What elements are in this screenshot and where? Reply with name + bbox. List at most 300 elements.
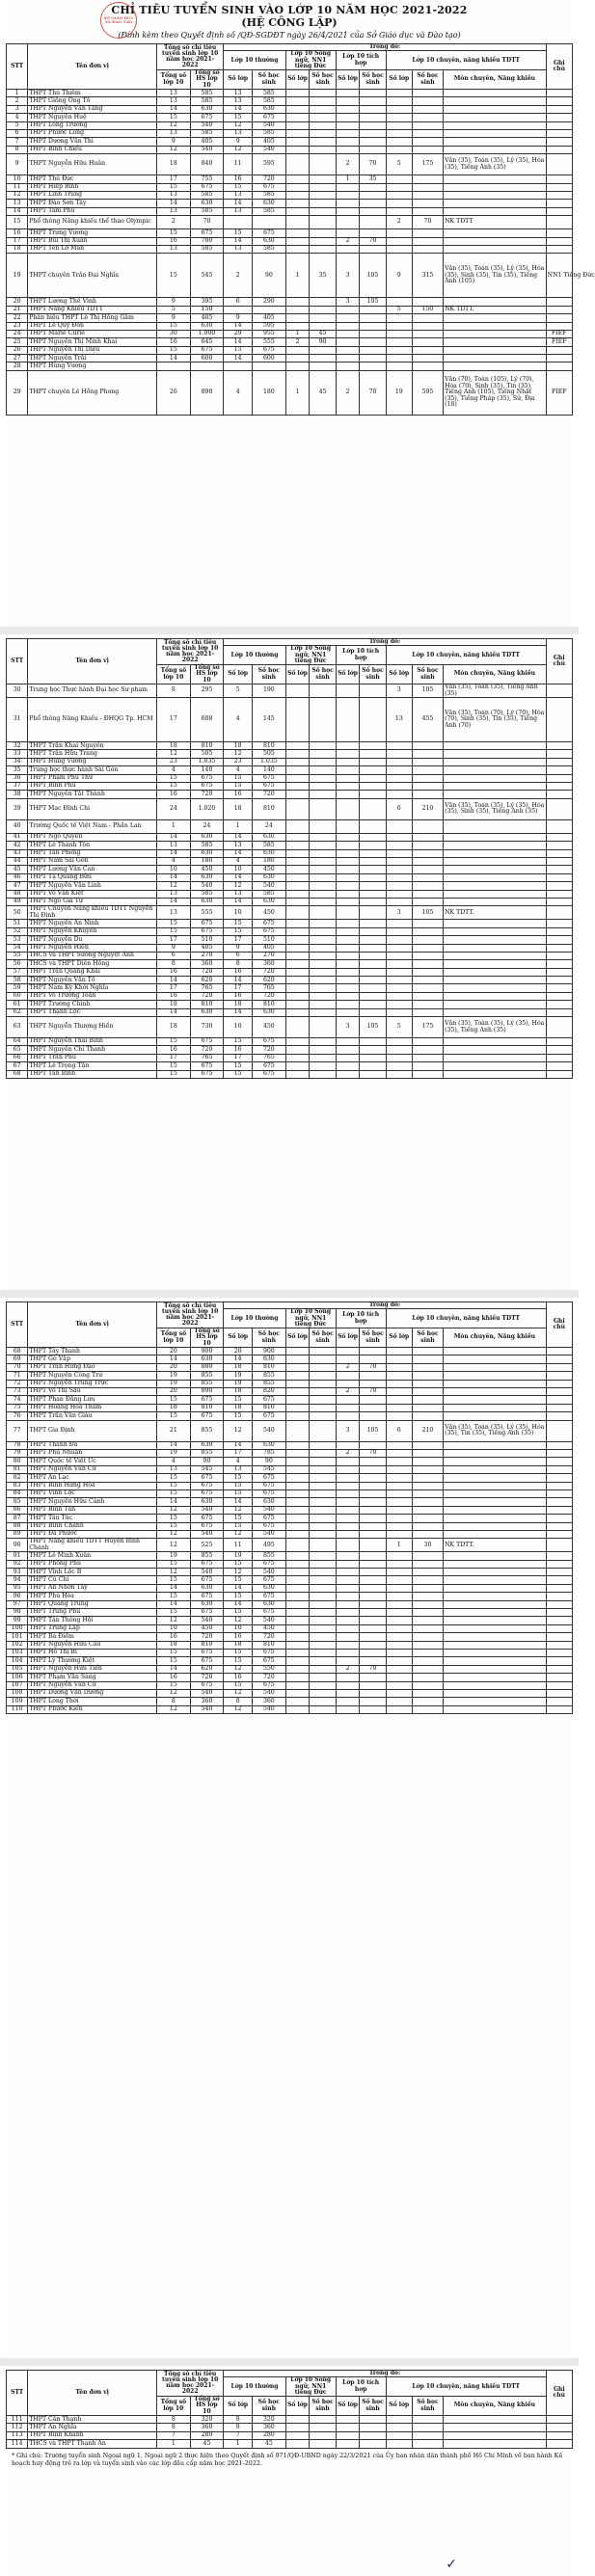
table-cell: 19 [157,1372,191,1380]
table-cell [546,1665,572,1673]
table-cell [336,1474,360,1482]
table-cell [386,191,412,199]
table-cell [546,207,572,215]
table-cell: 360 [190,960,224,968]
table-cell: 8 [157,2416,191,2424]
table-cell [360,338,386,346]
table-cell [360,1412,386,1420]
table-cell [546,857,572,865]
table-cell [336,1522,360,1530]
unit-name-cell: THPT Nguyễn Thị Diệu [28,346,157,354]
table-cell: 585 [190,191,224,199]
table-cell [285,1657,310,1665]
table-cell [336,992,360,1000]
unit-name-cell: THPT Dương Văn Dương [28,1689,157,1697]
table-cell [336,229,360,237]
table-cell [546,1641,572,1649]
table-cell [444,362,547,370]
table-cell [412,1530,443,1538]
table-cell [336,1641,360,1649]
table-cell [310,1412,336,1420]
table-cell: 67 [7,1062,28,1070]
table-cell [444,1641,547,1649]
column-header: Môn chuyên, Năng khiếu [444,70,547,90]
table-row [7,1569,573,1576]
table-cell [546,866,572,873]
unit-name-cell: Trung học Thực hành Đại học Sư phạm [28,684,157,698]
table-cell [360,920,386,927]
table-cell: 395 [190,298,224,306]
table-cell: 720 [190,791,224,798]
table-cell [546,944,572,952]
table-row [7,1449,573,1457]
table-cell: 18 [157,1641,191,1649]
column-header: Ghi chú [546,44,572,90]
table-cell [386,898,412,905]
table-cell: 210 [412,798,443,819]
table-cell [285,1404,310,1411]
table-cell: 15 [224,774,253,782]
table-cell: 1 [285,254,310,298]
table-cell: 2 [157,216,191,229]
table-cell: 1 [157,2440,191,2448]
table-row [7,90,573,97]
table-cell: 19 [157,1449,191,1457]
column-header: STT [7,44,28,90]
table-cell [444,90,547,97]
table-cell [386,346,412,354]
table-cell [444,322,547,330]
column-header: Tổng số lớp 10 [157,1328,191,1348]
table-cell [285,130,310,138]
table-cell: 13 [157,207,191,215]
table-cell [444,1649,547,1656]
table-cell: 810 [253,1404,286,1411]
table-cell: 14 [157,105,191,113]
table-cell [336,216,360,229]
table-cell [444,298,547,306]
column-header: Tổng số lớp 10 [157,2397,191,2416]
table-cell: 9 [157,314,191,322]
table-cell: 630 [253,1355,286,1363]
table-cell: 810 [253,1363,286,1371]
table-cell: 15 [224,1681,253,1689]
table-cell [336,1600,360,1608]
table-cell: 4 [224,1458,253,1465]
table-cell: 1 [224,2440,253,2448]
table-cell: 6 [224,298,253,306]
table-cell [285,1420,310,1441]
table-cell [310,1489,336,1497]
table-cell: 630 [190,849,224,857]
table-cell: 13 [224,842,253,849]
table-cell [546,138,572,146]
table-cell: 545 [253,1465,286,1473]
table-cell [310,698,336,742]
table-cell: 855 [253,1372,286,1380]
table-cell: 855 [190,1552,224,1560]
table-cell [412,1624,443,1632]
table-cell: 13 [157,842,191,849]
table-row [7,2416,573,2424]
table-cell: 12 [224,882,253,890]
table-cell: 55 [7,952,28,959]
table-cell: 675 [253,1474,286,1482]
unit-name-cell: THPT Hùng Vương [28,362,157,370]
table-cell: Văn (35), Toán (35), Lý (35), Hóa (35), Tin (35), Tiếng Anh (35) [444,1420,547,1441]
table-cell: 105 [360,1017,386,1038]
table-cell: 630 [190,833,224,841]
table-cell [336,322,360,330]
table-cell: 675 [190,920,224,927]
column-header: Số lớp [285,665,310,684]
table-cell: 15 [157,1474,191,1482]
table-cell: 13 [157,906,191,920]
table-cell [310,783,336,791]
table-cell [386,1569,412,1576]
table-cell [360,355,386,362]
table-cell: 5 [386,1017,412,1038]
table-cell [386,857,412,865]
unit-name-cell: THPT Nguyễn Văn Tố [28,977,157,984]
table-cell: 675 [190,1609,224,1617]
table-cell [412,1001,443,1008]
table-cell [546,774,572,782]
table-cell: 4 [7,114,28,121]
column-header: Lớp 10 chuyên, năng khiếu TDTT [386,1309,546,1328]
unit-name-cell: THPT chuyên Trần Đại Nghĩa [28,254,157,298]
table-cell [386,791,412,798]
table-row [7,330,573,337]
column-header: Số học sinh [253,665,286,684]
table-cell: 16 [157,1674,191,1681]
table-cell [546,1633,572,1641]
table-cell: 765 [190,984,224,992]
table-cell [546,1363,572,1371]
table-cell [310,1576,336,1584]
table-cell [546,1355,572,1363]
table-cell [546,977,572,984]
table-cell: 15 [157,1609,191,1617]
table-row [7,936,573,944]
table-cell [336,873,360,881]
table-cell [336,2431,360,2439]
table-cell: 13 [386,698,412,742]
table-cell [412,2440,443,2448]
table-cell: 2 [336,1449,360,1457]
table-cell [285,1624,310,1632]
table-cell [412,882,443,890]
table-cell [412,791,443,798]
table-cell [360,1038,386,1046]
table-cell: 600 [253,355,286,362]
table-cell [336,146,360,153]
table-cell [310,1070,336,1078]
column-header: Tổng số chỉ tiêu tuyển sinh lớp 10 năm học 2021-2022 [157,639,224,665]
table-row [7,1046,573,1054]
unit-name-cell: THPT Tân Bình [28,1070,157,1078]
column-header: Ghi chú [546,1302,572,1348]
table-cell: 585 [190,890,224,898]
table-cell [386,1458,412,1465]
table-cell [310,1705,336,1713]
table-cell [412,1008,443,1016]
table-cell: 630 [190,1441,224,1449]
table-cell [444,237,547,245]
table-cell: 37 [7,783,28,791]
unit-name-cell: THPT Bình Chiểu [28,146,157,153]
table-cell [310,105,336,113]
table-cell: 15 [224,1412,253,1420]
table-cell [285,1412,310,1420]
table-cell: 720 [253,1633,286,1641]
table-cell: 315 [412,254,443,298]
unit-name-cell: THCS và THPT Thạnh An [28,2440,157,2448]
table-cell: 87 [7,1515,28,1522]
table-cell [386,1584,412,1592]
table-cell [386,842,412,849]
table-cell: 540 [253,146,286,153]
table-cell [285,1046,310,1054]
table-cell: 545 [190,254,224,298]
table-cell: 450 [253,1624,286,1632]
column-header: Lớp 10 tích hợp [336,1309,386,1328]
table-cell: 450 [190,866,224,873]
table-cell: 20 [157,1388,191,1396]
table-cell [336,1657,360,1665]
table-row [7,1665,573,1673]
table-cell: 608 [190,698,224,742]
table-cell [386,1482,412,1489]
table-cell: 30 [412,1539,443,1552]
table-cell: 23 [7,322,28,330]
table-cell: 675 [253,114,286,121]
table-cell [412,1465,443,1473]
table-cell [546,819,572,833]
table-cell [310,774,336,782]
table-cell [310,873,336,881]
table-cell [310,146,336,153]
table-cell [360,146,386,153]
table-cell [285,698,310,742]
table-cell [190,362,224,370]
column-header: Số lớp [336,665,360,684]
table-cell: 855 [190,1372,224,1380]
table-cell [546,1046,572,1054]
table-cell [336,1633,360,1641]
table-cell: 6 [7,130,28,138]
unit-name-cell: THPT Võ Trường Toản [28,992,157,1000]
table-cell [444,1046,547,1054]
document-header [6,0,573,40]
table-cell [386,200,412,207]
table-cell: 1 [285,330,310,337]
table-cell: 5 [157,306,191,313]
table-cell [285,684,310,698]
table-cell: 58 [7,977,28,984]
table-cell: 14 [224,1584,253,1592]
table-cell: 1 [224,819,253,833]
table-cell [386,121,412,129]
table-cell [336,1617,360,1624]
table-cell: 295 [190,684,224,698]
column-header: Số lớp [336,2397,360,2416]
table-cell [310,1054,336,1061]
table-sheet-3 [6,1301,573,1714]
table-cell [360,766,386,774]
table-cell: 525 [190,1539,224,1552]
table-cell: 585 [253,890,286,898]
table-cell [546,154,572,175]
table-cell [360,758,386,765]
table-cell: 53 [7,936,28,944]
table-cell [546,750,572,758]
table-cell [360,1482,386,1489]
table-cell [386,1515,412,1522]
table-cell: 10 [224,1017,253,1038]
table-cell: 730 [190,1017,224,1038]
table-cell [546,1674,572,1681]
table-cell: 43 [7,849,28,857]
table-cell: Văn (35), Toán (70), Lý (70), Hóa (70), Sinh (35), Tin (35), Tiếng Anh (70) [444,698,547,742]
table-cell: 17 [157,175,191,183]
table-cell [444,936,547,944]
table-cell [310,1617,336,1624]
table-cell [360,1633,386,1641]
table-cell: 18 [224,798,253,819]
table-cell [310,1363,336,1371]
table-row [7,819,573,833]
unit-name-cell: THPT Tây Thạnh [28,1348,157,1355]
table-cell: 41 [7,833,28,841]
table-cell [546,833,572,841]
table-cell: 630 [253,105,286,113]
table-cell [336,1412,360,1420]
table-cell: 35 [7,766,28,774]
table-cell [360,191,386,199]
table-cell: 4 [224,766,253,774]
table-cell: 12 [224,1689,253,1697]
table-cell: 15 [157,254,191,298]
table-cell: 12 [157,1506,191,1514]
column-header: Số học sinh [253,1328,286,1348]
table-cell: 675 [253,1489,286,1497]
table-cell [310,1001,336,1008]
table-cell: 15 [224,1649,253,1656]
table-cell: 14 [157,1008,191,1016]
table-cell [386,2416,412,2424]
column-header: Số lớp [386,2397,412,2416]
table-cell [360,1474,386,1482]
table-row [7,833,573,841]
column-header: Số học sinh [310,1328,336,1348]
table-row [7,138,573,146]
table-cell [412,1054,443,1061]
table-cell [412,1641,443,1649]
table-cell: 15 [157,1070,191,1078]
table-cell: 14 [7,207,28,215]
table-cell [310,362,336,370]
table-cell: 12 [224,750,253,758]
table-cell [285,245,310,253]
table-cell [310,1698,336,1705]
table-cell: 68 [7,1348,28,1355]
table-cell [412,146,443,153]
table-row [7,346,573,354]
table-cell: 18 [157,154,191,175]
table-cell [546,245,572,253]
table-cell: 585 [253,130,286,138]
table-cell [285,1705,310,1713]
table-cell: 93 [7,1569,28,1576]
table-cell [285,1070,310,1078]
table-cell [336,330,360,337]
table-cell [310,1681,336,1689]
table-cell [310,1355,336,1363]
table-cell: 16 [224,791,253,798]
table-cell [310,742,336,750]
table-cell [444,758,547,765]
table-cell: 20 [224,1348,253,1355]
table-cell [310,1600,336,1608]
unit-name-cell: THPT Trần Quang Khải [28,968,157,976]
unit-name-cell: THPT Long Trường [28,121,157,129]
table-cell: 540 [253,1530,286,1538]
table-cell: 78 [7,1441,28,1449]
table-cell: 405 [253,944,286,952]
column-header: Số học sinh [360,665,386,684]
table-cell [360,207,386,215]
table-cell: 510 [253,936,286,944]
table-cell [444,819,547,833]
table-cell [285,1633,310,1641]
table-cell: 103 [7,1649,28,1656]
table-cell [546,1609,572,1617]
table-cell [386,960,412,968]
table-cell: 2 [285,338,310,346]
table-cell [444,121,547,129]
table-cell: 104 [7,1657,28,1665]
table-cell: 540 [253,1705,286,1713]
unit-name-cell: THPT Thủ Thiêm [28,90,157,97]
table-cell: 15 [224,1515,253,1522]
table-cell [360,1552,386,1560]
table-cell: 810 [190,1404,224,1411]
table-cell [412,984,443,992]
table-cell [386,1465,412,1473]
table-cell [412,1396,443,1404]
table-cell: 15 [224,346,253,354]
column-header: Số lớp [336,1328,360,1348]
table-cell: 21 [157,1420,191,1441]
table-cell: 2 [336,1363,360,1371]
table-cell [360,1560,386,1568]
table-cell [285,882,310,890]
table-cell [546,698,572,742]
table-cell [310,298,336,306]
table-cell [336,1396,360,1404]
unit-name-cell: THPT Nguyễn Văn Linh [28,882,157,890]
table-cell [285,992,310,1000]
table-cell [285,1498,310,1506]
table-cell: 9 [224,944,253,952]
column-header: Lớp 10 Song ngữ, NN1 tiếng Đức [285,51,336,70]
table-cell [336,742,360,750]
table-cell [360,783,386,791]
table-cell: 12 [157,1530,191,1538]
table-cell [360,97,386,105]
table-cell: 675 [253,229,286,237]
